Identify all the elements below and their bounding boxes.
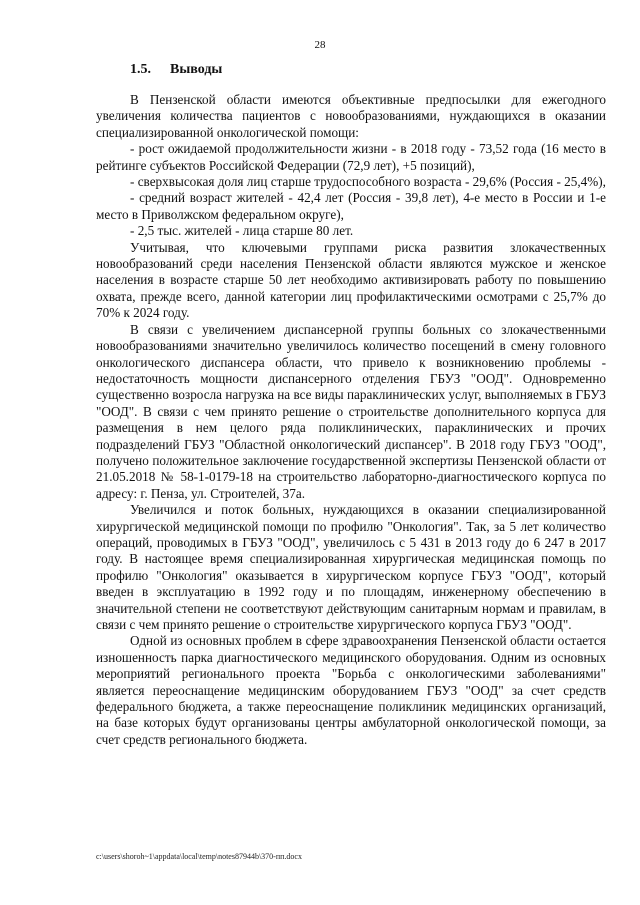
paragraph-surgery: Увеличился и поток больных, нуждающихся в оказании специализированной хирургической медицинской помощи по профилю "Онкология". Так, за 5 лет количество операций, проводимых в ГБУЗ "ООД", увеличилось с 5 431 в 2013 году до 6 247 в 2017 году. В настоящее время специализированная хирургическая медицинская помощь по профилю "Онкология" оказывается в хирургическом корпусе ГБУЗ "ООД", который введен в эксплуатацию в 1992 году и по площадям, инженерному обеспечению в значительной степени не соответствуют действующим санитарным нормам и правилам, в связи с чем принято решение о строительстве хирургического корпуса ГБУЗ "ООД". bbox=[96, 502, 606, 632]
list-item-elderly-share: - сверхвысокая доля лиц старше трудоспособного возраста - 29,6% (Россия - 25,4%), bbox=[130, 174, 606, 190]
section-title: Выводы bbox=[170, 62, 223, 77]
paragraph-risk-groups: Учитывая, что ключевыми группами риска развития злокачественных новообразований среди населения Пензенской области являются мужское и женское населения в возрасте старше 50 лет необходимо активизировать работу по повышению охвата, прежде всего, данной категории лиц профилактическими осмотрами с 25,7% до 70% к 2024 году. bbox=[96, 239, 606, 321]
document-body bbox=[96, 62, 606, 748]
list-item-life-expectancy: - рост ожидаемой продолжительности жизни - в 2018 году - 73,52 года (16 место в рейтинге субъектов Российской Федерации (72,9 лет), +5 позиций), bbox=[96, 141, 606, 173]
paragraph-intro: В Пензенской области имеются объективные предпосылки для ежегодного увеличения количества пациентов с новообразованиями, нуждающихся в оказании специализированной онкологической помощи: bbox=[96, 92, 606, 140]
section-heading bbox=[130, 62, 606, 78]
paragraph-dispensary: В связи с увеличением диспансерной группы больных со злокачественными новообразованиями значительно увеличилось количество посещений в смену головного онкологического диспансера области, что привело к возникновению проблемы - недостаточность мощности диспансерного отделения ГБУЗ "ООД". Одновременно существенно возросла нагрузка на все виды параклинических услуг, выполняемых в ГБУЗ "ООД". В связи с чем принято решение о строительстве дополнительного корпуса для размещения в нем целого ряда поликлинических, параклинических и прочих подразделений ГБУЗ "Областной онкологический диспансер". В 2018 году ГБУЗ "ООД", получено положительное заключение государственной экспертизы Пензенской области от 21.05.2018 № 58-1-0179-18 на строительство лабораторно-диагностического корпуса по адресу: г. Пенза, ул. Строителей, 37а. bbox=[96, 321, 606, 501]
list-item-over-80: - 2,5 тыс. жителей - лица старше 80 лет. bbox=[130, 223, 354, 239]
footer-file-path: c:\users\shoroh~1\appdata\local\temp\notes87944b\370-пп.docx bbox=[96, 852, 302, 861]
paragraph-equipment: Одной из основных проблем в сфере здравоохранения Пензенской области остается изношенность парка диагностического медицинского оборудования. Одним из основных мероприятий регионального проекта "Борьба с онкологическими заболеваниями" является переоснащение медицинским оборудованием ГБУЗ "ООД" за счет средств федерального бюджета, а также переоснащение поликлиник медицинских организаций, на базе которых будут организованы центры амбулаторной онкологической помощи, за счет средств регионального бюджета. bbox=[96, 633, 606, 747]
page-number: 28 bbox=[314, 39, 326, 51]
section-number: 1.5. bbox=[130, 62, 151, 77]
list-item-average-age: - средний возраст жителей - 42,4 лет (Россия - 39,8 лет), 4-е место в России и 1-е место в Приволжском федеральном округе), bbox=[96, 190, 606, 222]
